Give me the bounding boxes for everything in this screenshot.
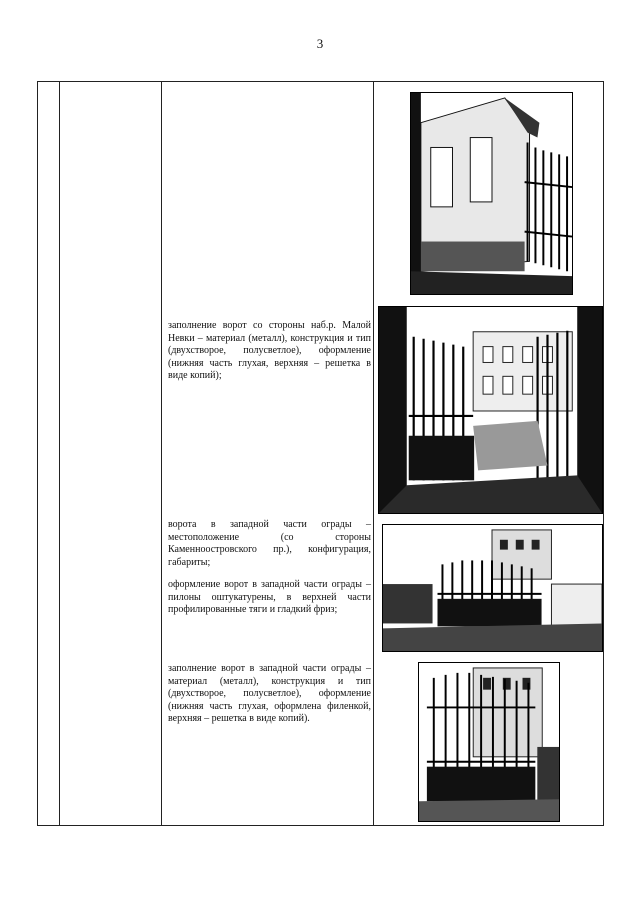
page-number: 3 — [316, 36, 324, 51]
gate-fill-north-text: заполнение ворот со стороны наб.р. Малой Невки – материал (металл), конструкция и тип (двухстворое, полусветлое), оформление (нижняя часть глухая, верхняя – решетка в виде копий); — [168, 320, 371, 382]
photo-gate-north-side — [378, 306, 603, 514]
photo-west-gate-closeup — [418, 662, 560, 822]
photo-building-corner-gate — [410, 92, 573, 295]
column-divider-2 — [161, 82, 162, 825]
column-divider-3 — [373, 82, 374, 825]
west-gate-location-text: ворота в западной части ограды – местоположение (со стороны Каменноостровского пр.), конфигурация, габариты; — [168, 519, 371, 568]
column-divider-1 — [59, 82, 60, 825]
photo-west-gate — [382, 524, 603, 652]
document-table — [37, 81, 604, 826]
west-gate-decoration-text: оформление ворот в западной части ограды – пилоны оштукатурены, в верхней части профилированные тяги и гладкий фриз; — [168, 579, 371, 616]
west-gate-fill-text: заполнение ворот в западной части ограды – материал (металл), конструкция и тип (двухстворое, полусветлое), оформление (нижняя часть глухая, оформлена филенкой, верхняя – решетка в виде копий). — [168, 663, 371, 725]
